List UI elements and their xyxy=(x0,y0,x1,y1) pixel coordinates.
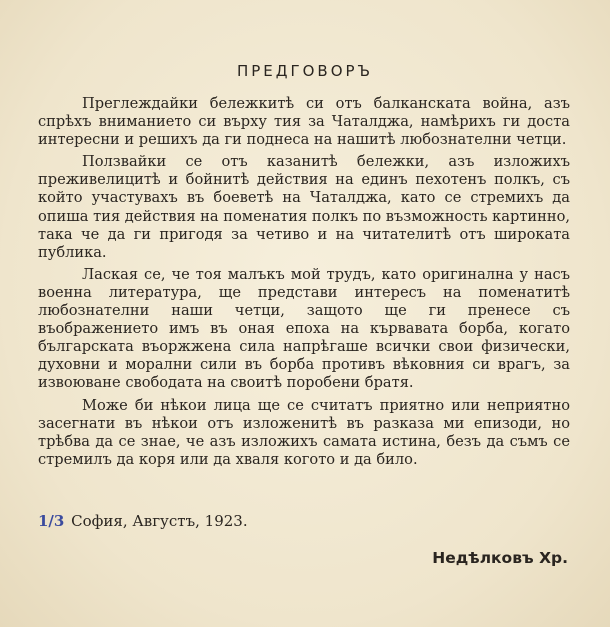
author-signature: Недѣлковъ Хр. xyxy=(432,549,568,567)
handwritten-mark: 1/3 xyxy=(38,512,65,530)
place-date: София, Августъ, 1923. xyxy=(71,512,248,530)
preface-body xyxy=(38,95,570,473)
page-title: ПРЕДГОВОРЪ xyxy=(236,62,374,80)
place-date-line xyxy=(38,512,248,530)
paragraph-4: Може би нѣкои лица ще се считатъ приятно или неприятно засегнати въ нѣкои отъ изложенитѣ въ разказа ми епизоди, но трѣбва да се знае, че азъ изложихъ самата истина, безъ да съмъ се стремилъ да коря или да хваля когото и да било. xyxy=(38,396,570,468)
paragraph-2: Ползвайки се отъ казанитѣ бележки, азъ изложихъ преживелицитѣ и бойнитѣ действия на единъ пехотенъ полкъ, съ който участувахъ въ боеветѣ на Чаталджа, като се стремихъ да опиша тия действия на поменатия полкъ по възможность картинно, така че да ги пригодя за четиво и на читателитѣ отъ широката публика. xyxy=(38,153,571,261)
paragraph-1: Преглеждайки бележкитѣ си отъ балканската война, азъ спрѣхъ вниманието си върху тия за Чаталджа, намѣрихъ ги доста интересни и решихъ да ги поднеса на нашитѣ любознателни четци. xyxy=(38,95,570,149)
paragraph-3: Лаская се, че тоя малъкъ мой трудъ, като оригинална у насъ военна литература, ще представи интересъ на поменатитѣ любознателни наши четци, защото ще ги пренесе съ въображението имъ въ оная епоха на кървавата борба, когато българската въоржжена сила напрѣгаше всички свои физически, духовни и морални сили въ борба противъ вѣковния си врагъ, за извоюване свободата на своитѣ поробени братя. xyxy=(38,265,570,392)
